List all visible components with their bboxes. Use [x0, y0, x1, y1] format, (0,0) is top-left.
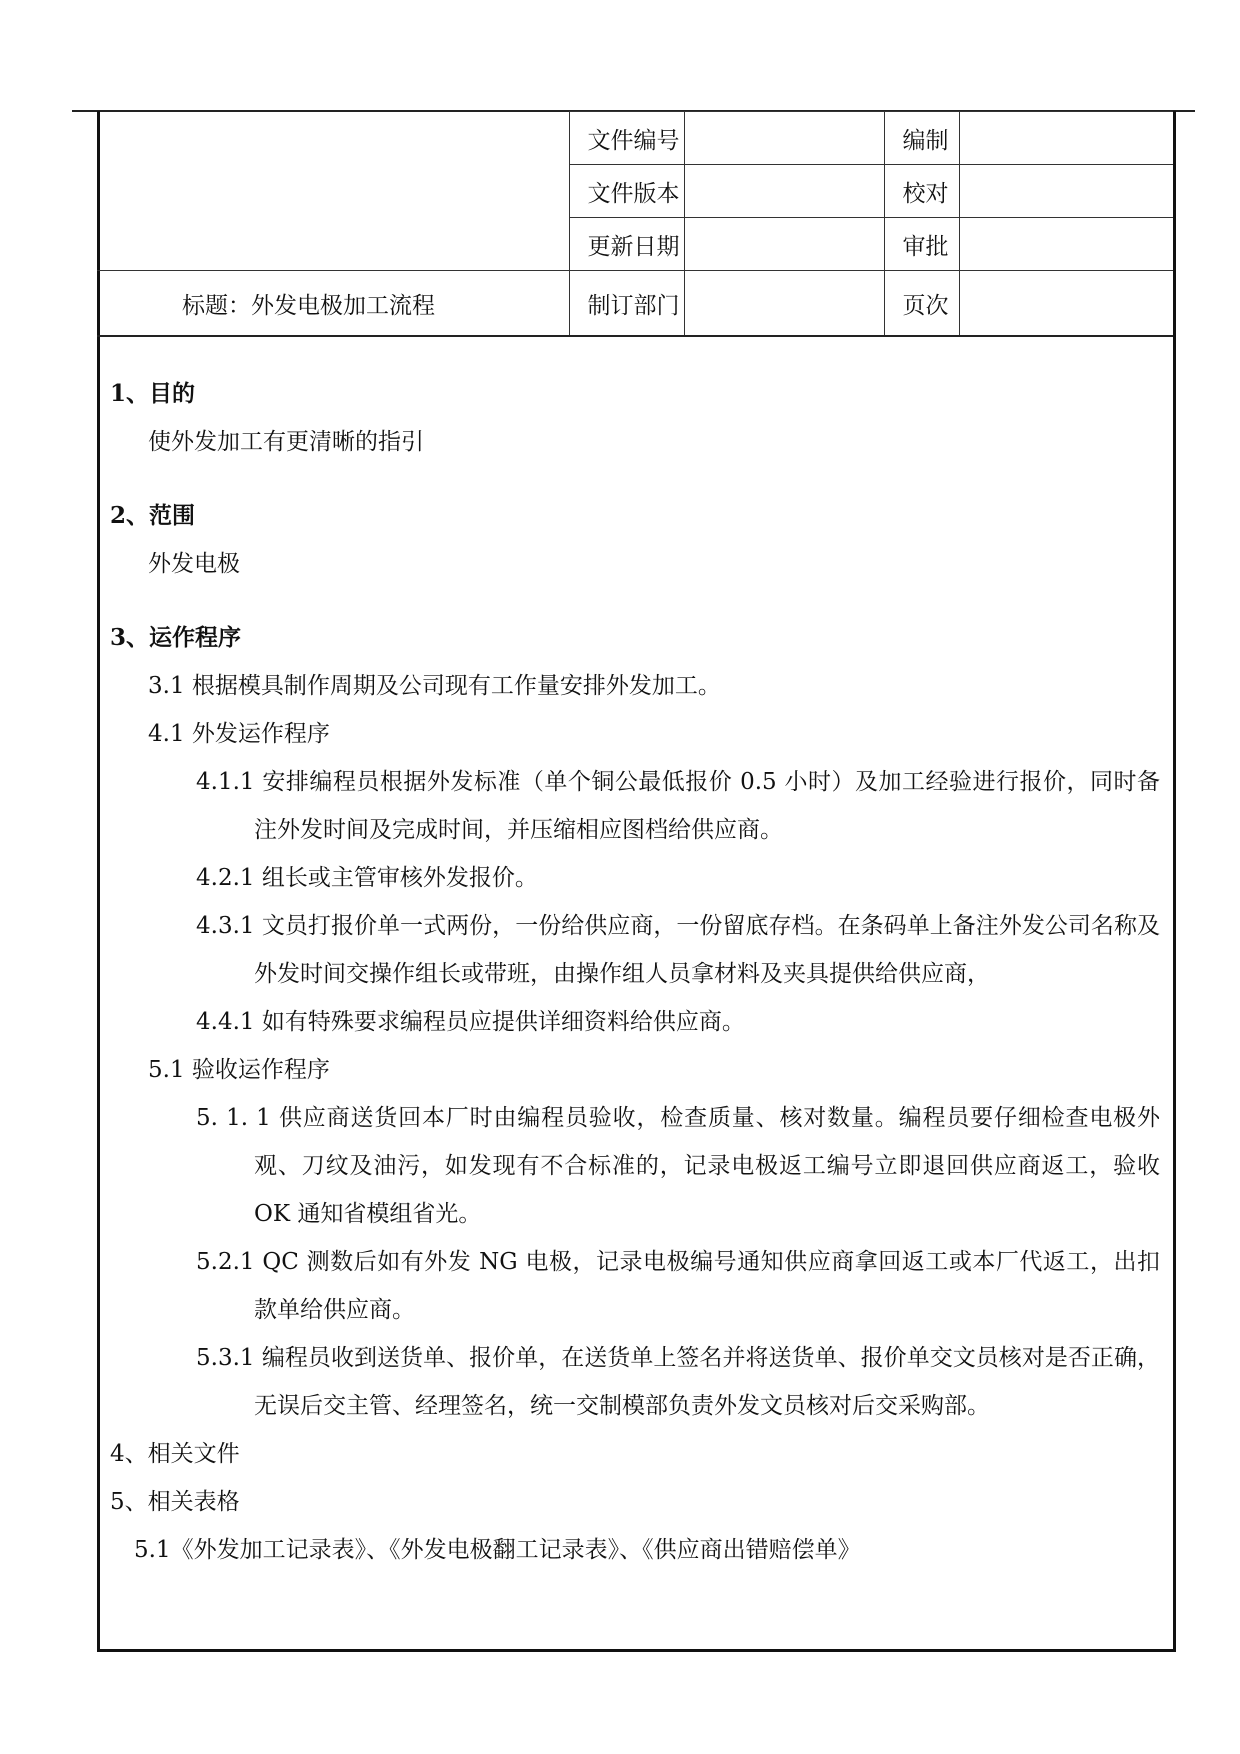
value-checked-by [959, 165, 1173, 218]
label-doc-number: 文件编号 [569, 112, 684, 165]
title-prefix: 标题： [182, 292, 251, 319]
clause-3-1: 3.1 根据模具制作周期及公司现有工作量安排外发加工。 [148, 673, 721, 699]
value-compiled-by [959, 112, 1173, 165]
clause-4-2-1: 4.2.1 组长或主管审核外发报价。 [196, 865, 538, 891]
section-text-purpose: 使外发加工有更清晰的指引 [148, 429, 424, 455]
header-row-title [97, 271, 1173, 337]
label-approved-by: 审批 [884, 218, 959, 271]
value-doc-number [684, 112, 884, 165]
value-doc-version [684, 165, 884, 218]
clause-5-2-1: 5.2.1 QC 测数后如有外发 NG 电极，记录电极编号通知供应商拿回返工或本厂代返工，出扣款单给供应商。 [196, 1249, 1160, 1323]
label-compiled-by: 编制 [884, 112, 959, 165]
value-update-date [684, 218, 884, 271]
section-heading-procedure: 3、运作程序 [110, 624, 242, 651]
document-body [110, 370, 1160, 1574]
logo-area [97, 112, 569, 271]
section-text-scope: 外发电极 [148, 551, 240, 577]
value-department [684, 271, 884, 337]
document-header-table [97, 111, 1173, 337]
clause-4-1: 4.1 外发运作程序 [148, 721, 330, 747]
label-update-date: 更新日期 [569, 218, 684, 271]
label-doc-version: 文件版本 [569, 165, 684, 218]
clause-4-4-1: 4.4.1 如有特殊要求编程员应提供详细资料给供应商。 [196, 1009, 745, 1035]
section-heading-purpose: 1、目的 [110, 380, 196, 407]
clause-5-1: 5.1 验收运作程序 [148, 1057, 330, 1083]
clause-5-3-1: 5.3.1 编程员收到送货单、报价单，在送货单上签名并将送货单、报价单交文员核对是否正确，无误后交主管、经理签名，统一交制模部负责外发文员核对后交采购部。 [196, 1345, 1160, 1419]
clause-4-3-1: 4.3.1 文员打报价单一式两份，一份给供应商，一份留底存档。在条码单上备注外发公司名称及外发时间交操作组长或带班，由操作组人员拿材料及夹具提供给供应商， [196, 913, 1160, 987]
label-department: 制订部门 [569, 271, 684, 337]
value-approved-by [959, 218, 1173, 271]
section-heading-related-docs: 4、相关文件 [110, 1441, 240, 1467]
related-forms-list: 5.1《外发加工记录表》、《外发电极翻工记录表》、《供应商出错赔偿单》 [134, 1537, 861, 1563]
section-heading-related-forms: 5、相关表格 [110, 1489, 240, 1515]
document-title [97, 271, 569, 337]
header-row-doc-number [97, 112, 1173, 165]
clause-4-1-1: 4.1.1 安排编程员根据外发标准（单个铜公最低报价 0.5 小时）及加工经验进行报价，同时备注外发时间及完成时间，并压缩相应图档给供应商。 [196, 769, 1160, 843]
label-page: 页次 [884, 271, 959, 337]
label-checked-by: 校对 [884, 165, 959, 218]
clause-5-1-1: 5. 1. 1 供应商送货回本厂时由编程员验收，检查质量、核对数量。编程员要仔细检查电极外观、刀纹及油污，如发现有不合标准的，记录电极返工编号立即退回供应商返工，验收 OK 通知省模组省光。 [196, 1105, 1160, 1227]
section-heading-scope: 2、范围 [110, 502, 196, 529]
value-page [959, 271, 1173, 337]
title-text: 外发电极加工流程 [251, 292, 435, 319]
